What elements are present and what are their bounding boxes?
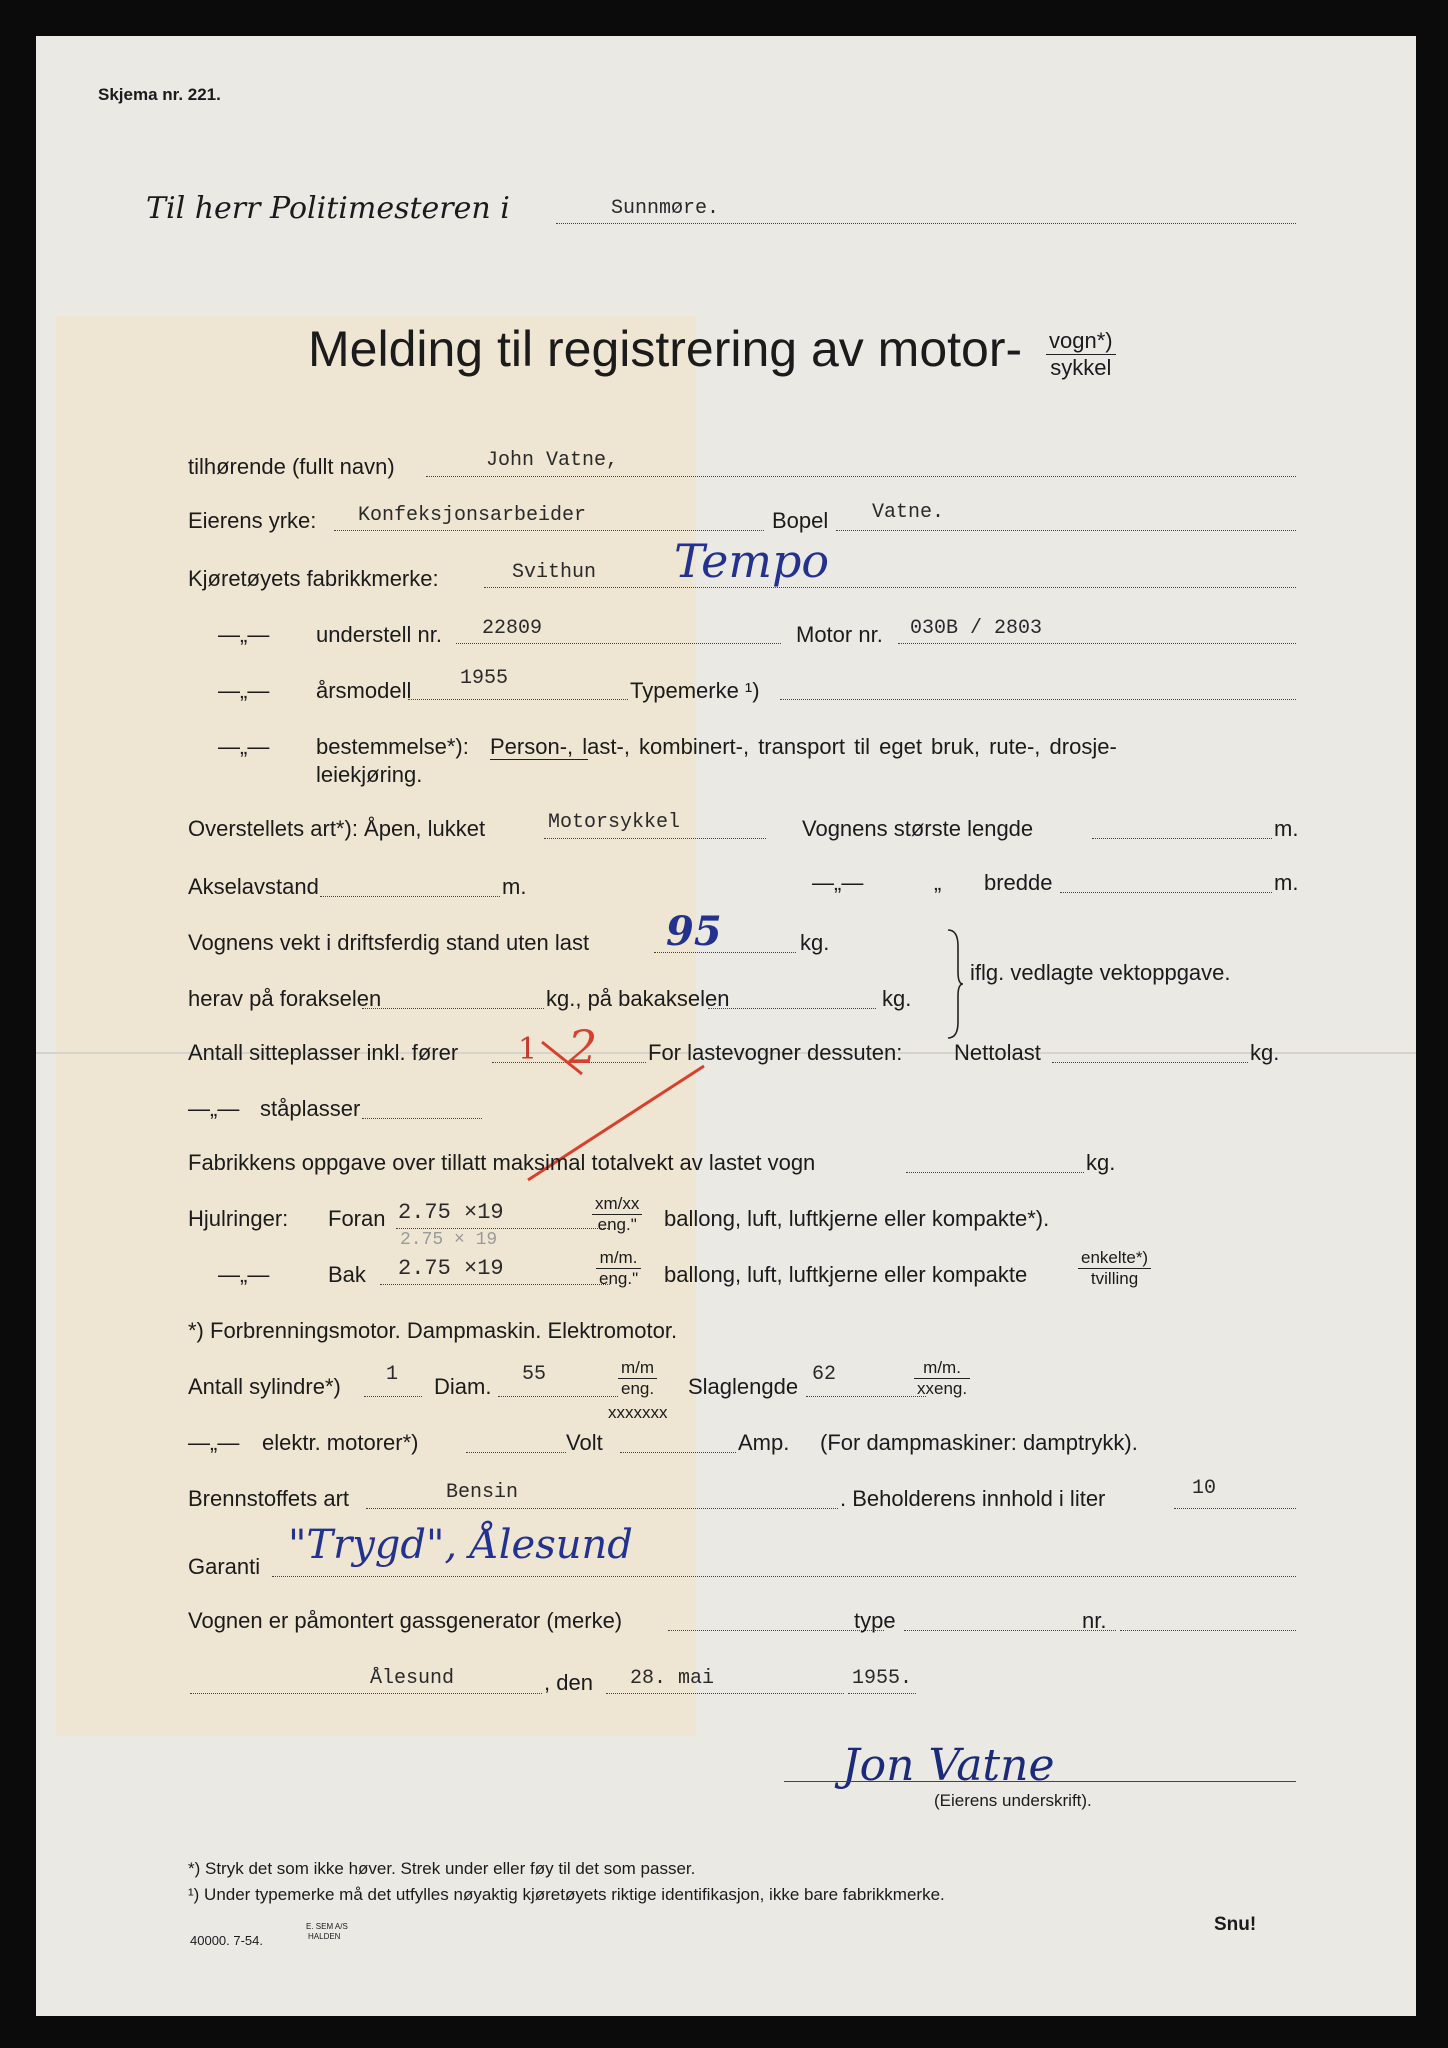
warranty-value: "Trygd", Ålesund (288, 1522, 633, 1568)
place-value: Ålesund (370, 1667, 455, 1690)
width-label: bredde (984, 870, 1053, 895)
diam-label: Diam. (434, 1374, 492, 1399)
unit-eng: eng. (621, 1379, 655, 1398)
net-load-label: Nettolast (954, 1040, 1041, 1065)
make-line (484, 587, 1296, 588)
amp-label: Amp. (738, 1430, 790, 1455)
standing-label: ståplasser (260, 1096, 361, 1121)
motor-value: 030B / 2803 (910, 617, 1043, 640)
stroke-line (806, 1396, 926, 1397)
body-value: Motorsykkel (548, 811, 681, 834)
form-title: Melding til registrering av motor- (308, 321, 1023, 377)
volt-label: Volt (566, 1430, 603, 1455)
ditto-quote: „ (934, 870, 942, 895)
brace-icon (944, 928, 964, 1040)
ditto-mark: —„— (218, 1262, 270, 1287)
purpose-options: Person-, last-, kombinert-, transport til eget bruk, rute-, drosje- (490, 734, 1117, 759)
unit-mm: m/m. (596, 1248, 641, 1269)
date-line (606, 1693, 844, 1694)
motor-label: Motor nr. (796, 622, 883, 647)
electric-line (466, 1452, 566, 1453)
fuel-value: Bensin (446, 1481, 519, 1504)
gas-nr-label: nr. (1082, 1608, 1107, 1633)
title-vogn: vogn*) (1046, 328, 1116, 355)
twin-label: tvilling (1090, 1269, 1139, 1288)
date-year: 1955. (852, 1667, 913, 1690)
title-fraction (1046, 328, 1116, 381)
footnote-1: *) Stryk det som ikke høver. Strek under eller føy til det som passer. (188, 1859, 696, 1878)
ditto-mark: —„— (218, 622, 270, 647)
occupation-value: Konfeksjonsarbeider (358, 504, 587, 527)
struck-text: xxxxxxx (608, 1403, 668, 1422)
unit-eng: eng." (597, 1215, 637, 1234)
rear-tire-types: ballong, luft, luftkjerne eller kompakte (664, 1262, 1028, 1287)
gas-type-label: type (854, 1608, 896, 1633)
purpose-options-2: leiekjøring. (316, 762, 423, 787)
net-load-unit: kg. (1250, 1040, 1280, 1065)
electric-label: elektr. motorer*) (262, 1430, 419, 1455)
chassis-line (456, 643, 781, 644)
date-value: 28. mai (630, 1667, 715, 1690)
axle-line (320, 896, 500, 897)
body-label: Overstellets art*): Åpen, lukket (188, 816, 486, 841)
type-line (780, 699, 1296, 700)
gas-nr-line (1120, 1630, 1296, 1631)
rear-tire-value: 2.75 ×19 (398, 1256, 504, 1281)
seats-label: Antall sitteplasser inkl. fører (188, 1040, 459, 1065)
occupation-line (334, 530, 764, 531)
rear-tire-label: Bak (328, 1262, 366, 1287)
date-label: , den (544, 1670, 593, 1695)
front-tire-unit (592, 1194, 642, 1235)
owner-name-value: John Vatne, (486, 449, 619, 472)
turn-over-note: Snu! (1214, 1914, 1257, 1935)
seats-correction: 2 (568, 1020, 598, 1074)
length-unit: m. (1274, 816, 1299, 841)
axle-label: Akselavstand (188, 874, 319, 899)
unit-eng: eng." (599, 1269, 639, 1288)
rear-axle-line (708, 1008, 876, 1009)
warranty-line (272, 1576, 1296, 1577)
make-label: Kjøretøyets fabrikkmerke: (188, 566, 439, 591)
footnote-2: ¹) Under typemerke må det utfylles nøyaktig kjøretøyets riktige identifikasjon, ikke bare fabrikkmerke. (188, 1885, 945, 1904)
form-page (36, 36, 1416, 2016)
weight-label: Vognens vekt i driftsferdig stand uten last (188, 930, 590, 955)
single-label: enkelte*) (1078, 1248, 1151, 1269)
purpose-underline (490, 759, 588, 760)
printer-name: E. SEM A/S (306, 1922, 348, 1931)
residence-value: Vatne. (872, 501, 945, 524)
width-line (1060, 892, 1272, 893)
front-tire-line (396, 1228, 610, 1229)
front-tire-value: 2.75 ×19 (398, 1200, 504, 1225)
rear-tire-unit (596, 1248, 641, 1289)
schema-number: Skjema nr. 221. (98, 85, 221, 104)
fuel-line (366, 1508, 838, 1509)
printer-city: HALDEN (308, 1932, 341, 1941)
year-label: årsmodell (316, 678, 412, 703)
tires-label: Hjulringer: (188, 1206, 289, 1231)
weight-unit: kg. (800, 930, 830, 955)
tank-line (1174, 1508, 1296, 1509)
engine-types: *) Forbrenningsmotor. Dampmaskin. Elektromotor. (188, 1318, 678, 1343)
max-weight-line (906, 1172, 1084, 1173)
title-sykkel: sykkel (1050, 355, 1112, 380)
chassis-value: 22809 (482, 617, 543, 640)
axle-unit: m. (502, 874, 527, 899)
weight-value: 95 (666, 908, 722, 955)
unit-mm: m/m. (914, 1358, 970, 1379)
motor-line (898, 643, 1296, 644)
gas-generator-line (668, 1630, 884, 1631)
purpose-label: bestemmelse*): (316, 734, 469, 759)
rear-tire-line (380, 1284, 610, 1285)
standing-line (362, 1118, 482, 1119)
tank-value: 10 (1192, 1477, 1217, 1500)
ditto-mark: —„— (812, 870, 864, 895)
diam-unit (618, 1358, 657, 1399)
ditto-mark: —„— (218, 734, 270, 759)
place-line (190, 1693, 542, 1694)
recipient-line (556, 223, 1296, 224)
ditto-mark: —„— (188, 1430, 240, 1455)
make-handwritten: Tempo (674, 534, 830, 588)
unit-struck: xm/xx (592, 1194, 642, 1215)
truck-label: For lastevogner dessuten: (648, 1040, 903, 1065)
cylinders-value: 1 (386, 1363, 399, 1386)
diam-value: 55 (522, 1363, 547, 1386)
stroke-unit (914, 1358, 970, 1399)
fuel-label: Brennstoffets art (188, 1486, 350, 1511)
net-load-line (1052, 1062, 1248, 1063)
stroke-value: 62 (812, 1363, 837, 1386)
make-value: Svithun (512, 561, 597, 584)
signature-caption: (Eierens underskrift). (934, 1791, 1092, 1810)
recipient-value: Sunnmøre. (611, 197, 720, 220)
length-line (1092, 838, 1272, 839)
stroke-label: Slaglengde (688, 1374, 799, 1399)
residence-line (836, 530, 1296, 531)
front-tire-pencil: 2.75 × 19 (400, 1230, 498, 1250)
ditto-mark: —„— (218, 678, 270, 703)
warranty-label: Garanti (188, 1554, 261, 1579)
volt-line (620, 1452, 736, 1453)
body-line (544, 838, 766, 839)
unit-eng: xxeng. (917, 1379, 968, 1398)
length-label: Vognens største lengde (802, 816, 1034, 841)
occupation-label: Eierens yrke: (188, 508, 317, 533)
front-axle-line (362, 1008, 544, 1009)
rear-axle-label: kg., på bakakselen (546, 986, 730, 1011)
cylinders-label: Antall sylindre*) (188, 1374, 341, 1399)
unit-mm: m/m (618, 1358, 657, 1379)
width-unit: m. (1274, 870, 1299, 895)
front-tire-label: Foran (328, 1206, 386, 1231)
signature-line (784, 1781, 1296, 1782)
seats-value: 1 (518, 1032, 538, 1067)
gas-generator-label: Vognen er påmontert gassgenerator (merke) (188, 1608, 623, 1633)
ditto-mark: —„— (188, 1096, 240, 1121)
year-value: 1955 (460, 667, 509, 690)
max-weight-unit: kg. (1086, 1150, 1116, 1175)
year-line (408, 699, 628, 700)
cylinders-line (364, 1396, 422, 1397)
tank-label: . Beholderens innhold i liter (840, 1486, 1106, 1511)
diam-line (498, 1396, 618, 1397)
owner-name-label: tilhørende (fullt navn) (188, 454, 395, 479)
owner-signature: Jon Vatne (842, 1740, 1055, 1791)
recipient-label: Til herr Politimesteren i (146, 191, 510, 226)
steam-label: (For dampmaskiner: damptrykk). (820, 1430, 1138, 1455)
year-line-2 (848, 1693, 916, 1694)
chassis-label: understell nr. (316, 622, 442, 647)
max-weight-label: Fabrikkens oppgave over tillatt maksimal totalvekt av lastet vogn (188, 1150, 816, 1175)
single-twin-fraction (1078, 1248, 1151, 1289)
front-tire-types: ballong, luft, luftkjerne eller kompakte*). (664, 1206, 1050, 1231)
rear-axle-unit: kg. (882, 986, 912, 1011)
print-code: 40000. 7-54. (190, 1933, 264, 1948)
front-axle-label: herav på forakselen (188, 986, 382, 1011)
type-label: Typemerke ¹) (630, 678, 760, 703)
owner-name-line (426, 476, 1296, 477)
weight-note: iflg. vedlagte vektoppgave. (970, 960, 1231, 985)
residence-label: Bopel (772, 508, 829, 533)
